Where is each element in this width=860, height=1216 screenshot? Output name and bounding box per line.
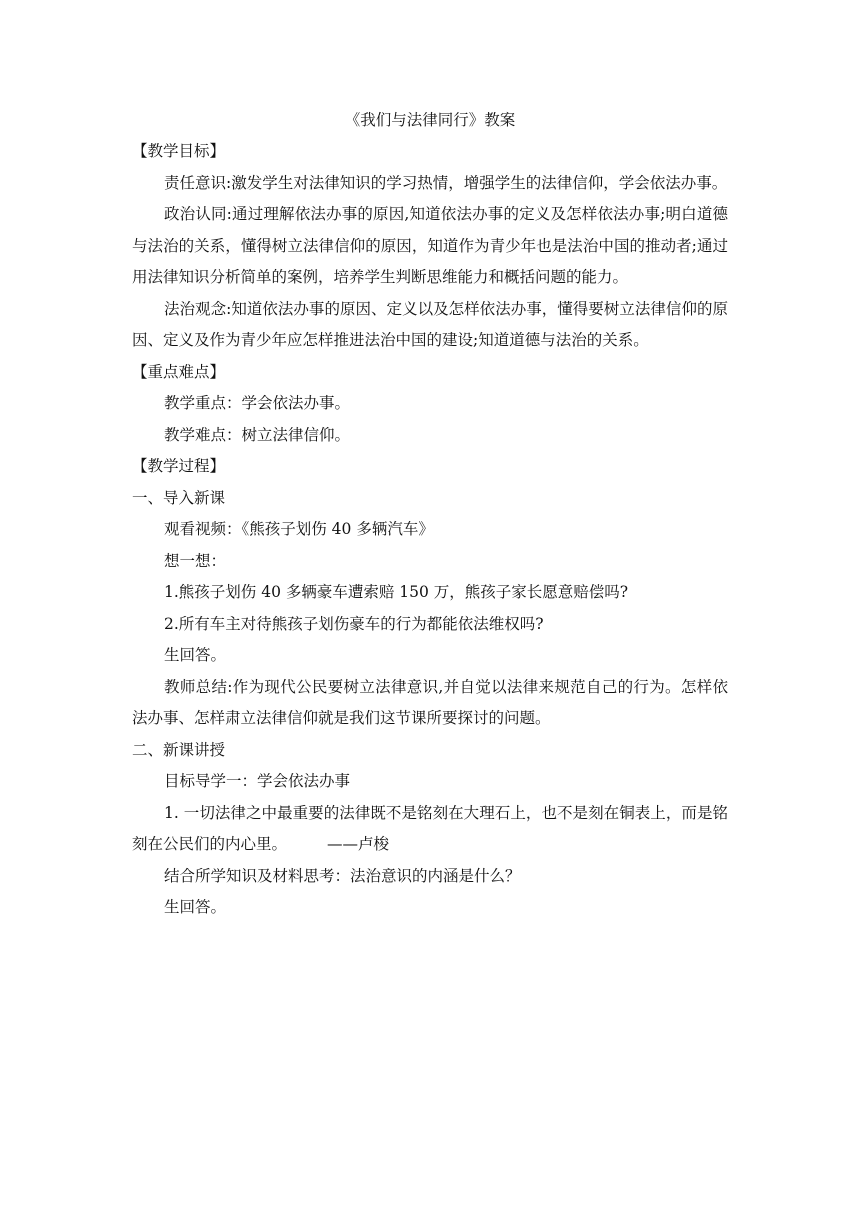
goal-1-heading: 目标导学一：学会依法办事	[164, 772, 351, 790]
teaching-difficulty: 教学难点：树立法律信仰。	[164, 425, 351, 444]
part1-heading: 一、导入新课	[132, 488, 226, 507]
video-line: 观看视频：《熊孩子划伤 40 多辆汽车》	[164, 520, 434, 538]
quote-text: 1. 一切法律之中最重要的法律既不是铭刻在大理石上，也不是刻在铜表上，而是铭刻在公民们的内心里。	[132, 803, 728, 853]
quote-author: ——卢梭	[327, 835, 390, 853]
think-question: 结合所学知识及材料思考：法治意识的内涵是什么？	[164, 866, 521, 885]
objective-political: 政治认同:通过理解依法办事的原因,知道依法办事的定义及怎样依法办事;明白道德与法治的关系，懂得树立法律信仰的原因，知道作为青少年也是法治中国的推动者;通过用法律知识分析简单的案例，培养学生判断思维能力和概括问题的能力。	[132, 205, 728, 286]
question-2: 2.所有车主对待熊孩子划伤豪车的行为都能依法维权吗?	[164, 614, 544, 633]
think-label: 想一想：	[164, 551, 227, 570]
key-points-heading: 【重点难点】	[132, 362, 226, 381]
process-heading: 【教学过程】	[132, 457, 226, 475]
student-answer-1: 生回答。	[164, 646, 227, 664]
student-answer-2: 生回答。	[164, 898, 227, 916]
part2-heading: 二、新课讲授	[132, 740, 226, 759]
question-1: 1.熊孩子划伤 40 多辆豪车遭索赔 150 万，熊孩子家长愿意赔偿吗?	[164, 583, 629, 601]
objective-responsibility: 责任意识:激发学生对法律知识的学习热情，增强学生的法律信仰，学会依法办事。	[164, 173, 728, 192]
teacher-summary: 教师总结:作为现代公民要树立法律意识,并自觉以法律来规范自己的行为。怎样依法办事、怎样肃立法律信仰就是我们这节课所要探讨的问题。	[132, 677, 728, 727]
document-body	[132, 104, 728, 924]
objective-rule-of-law: 法治观念:知道依法办事的原因、定义以及怎样依法办事，懂得要树立法律信仰的原因、定义及作为青少年应怎样推进法治中国的建设;知道道德与法治的关系。	[132, 299, 728, 349]
teaching-focus: 教学重点：学会依法办事。	[164, 394, 351, 412]
objectives-heading: 【教学目标】	[132, 142, 226, 160]
rousseau-quote	[132, 798, 728, 861]
document-title: 《我们与法律同行》教案	[344, 111, 516, 129]
